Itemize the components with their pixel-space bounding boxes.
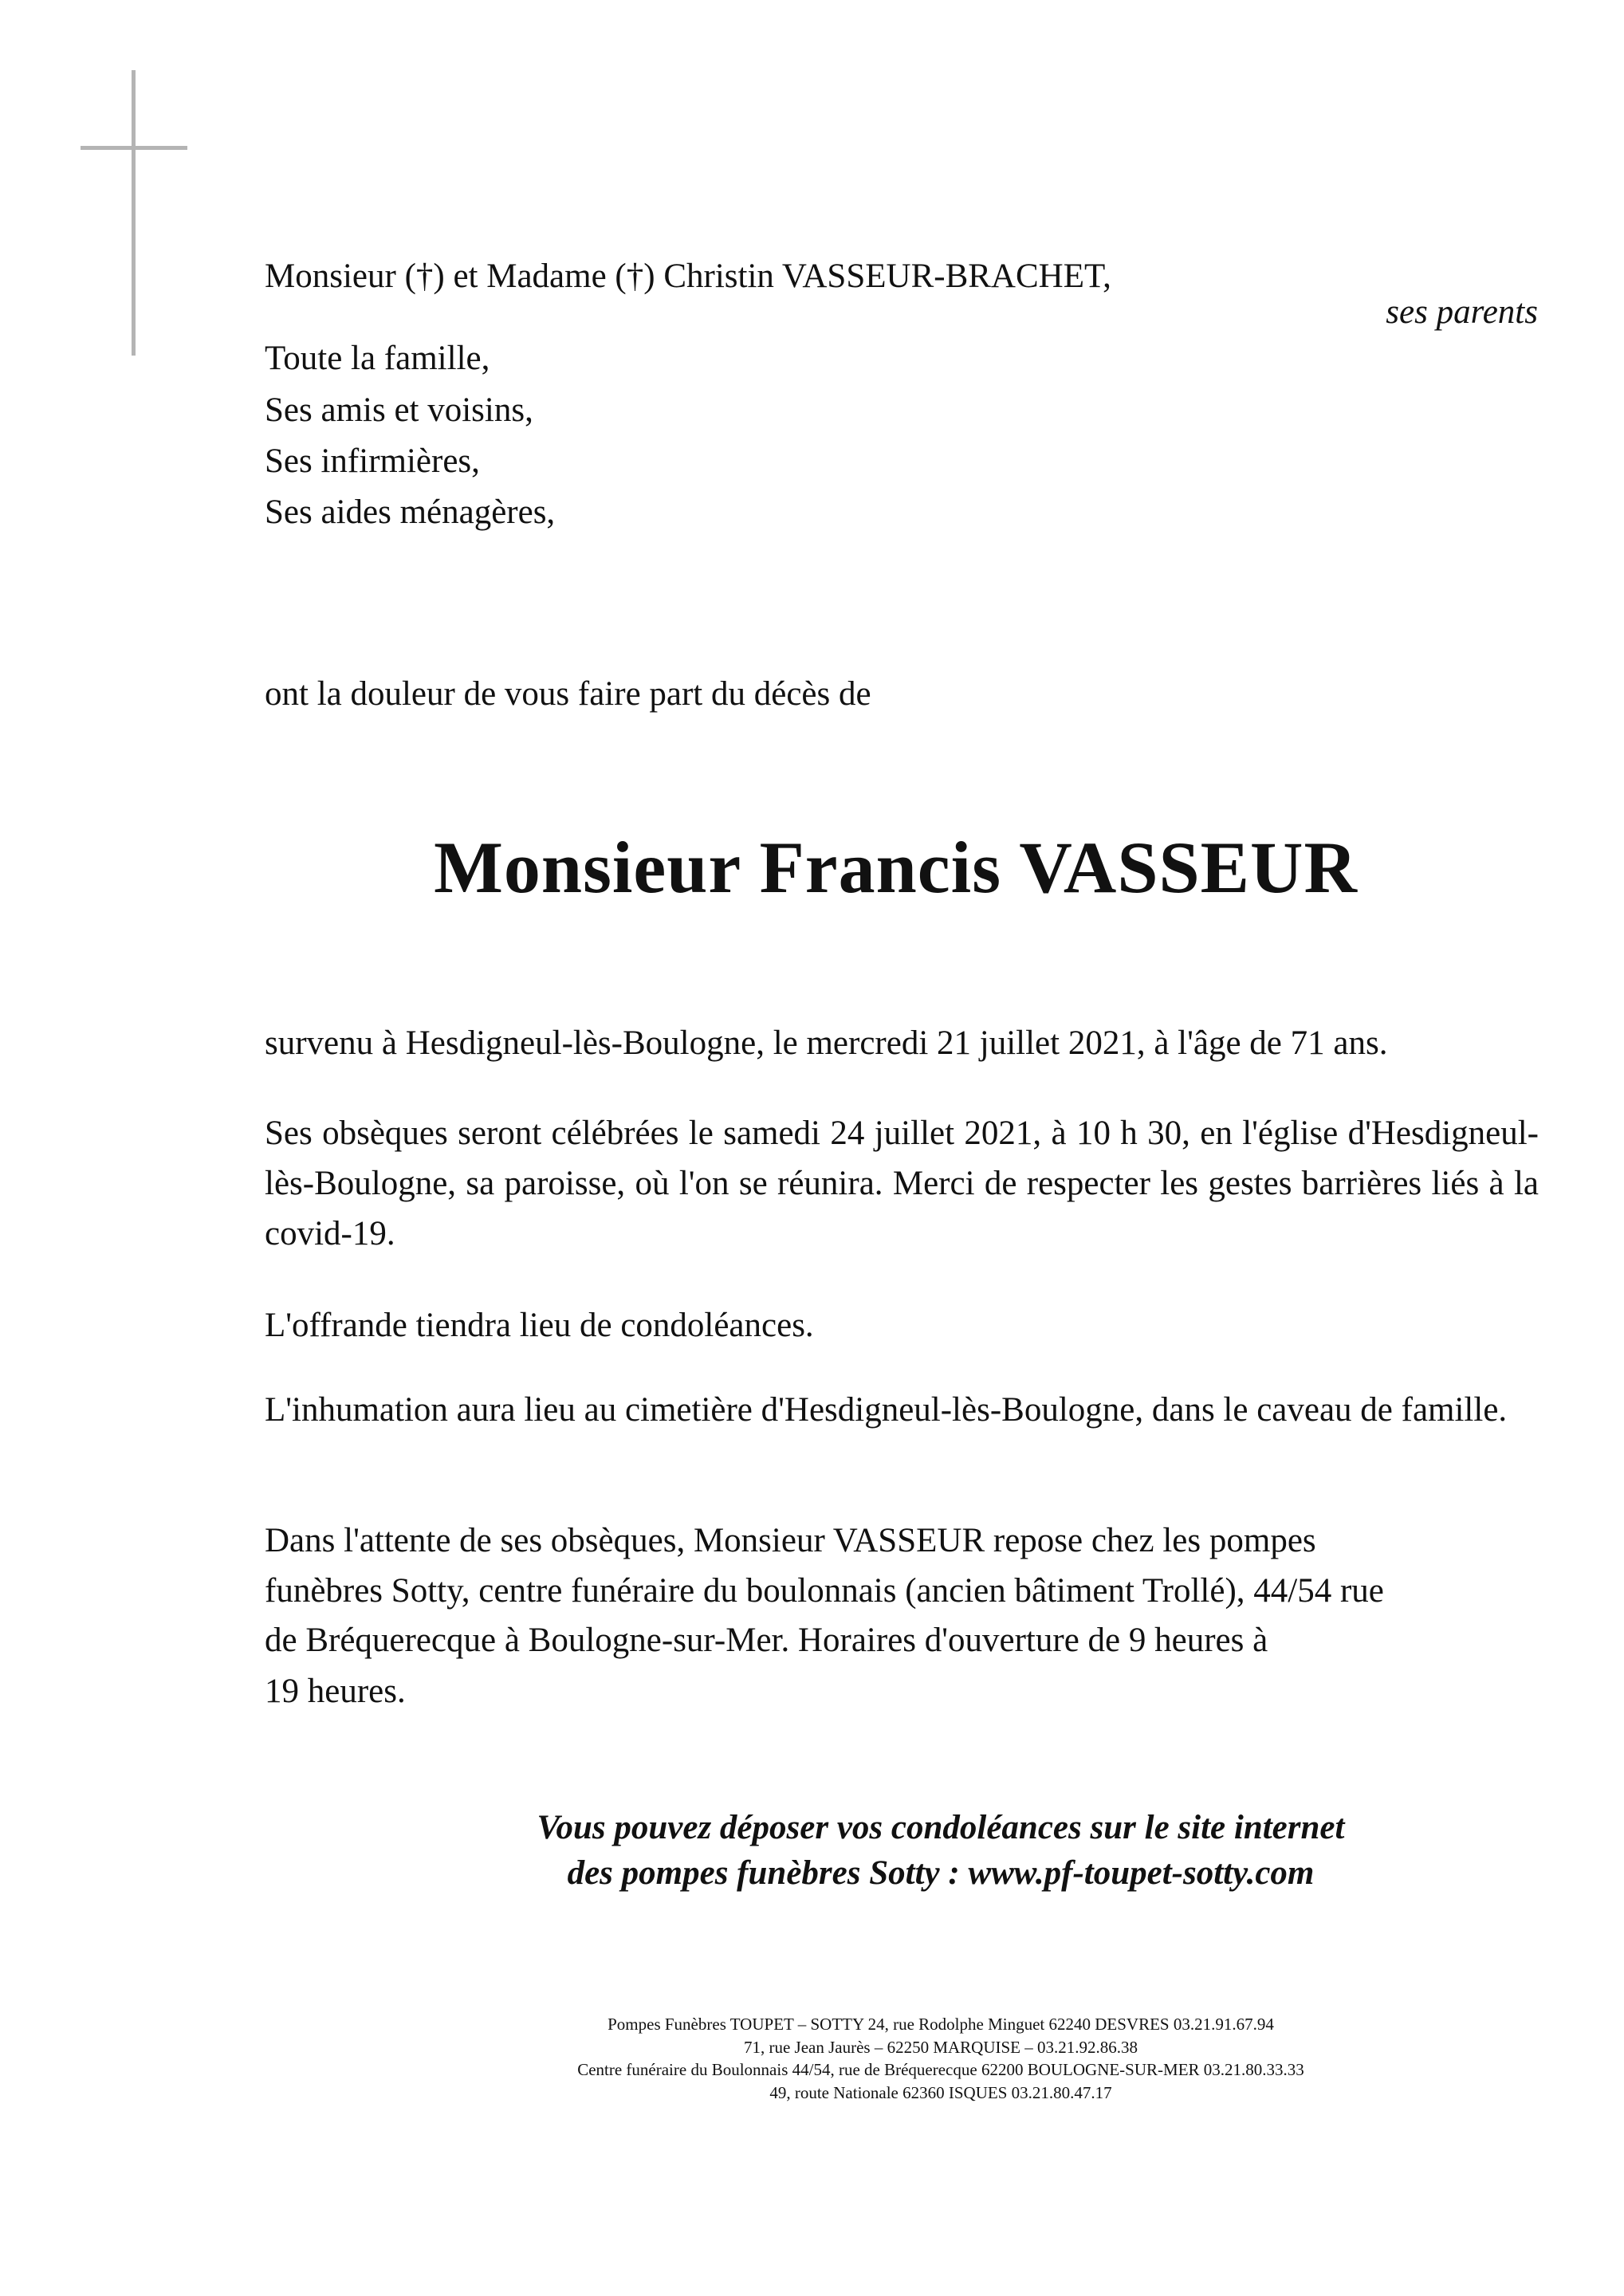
repose-line: de Bréquerecque à Boulogne-sur-Mer. Horaires d'ouverture de 9 heures à bbox=[265, 1622, 1268, 1659]
deceased-name: Monsieur Francis VASSEUR bbox=[434, 827, 1358, 908]
announcement-intro: ont la douleur de vous faire part du décès de bbox=[265, 675, 871, 713]
footer-contacts bbox=[319, 2013, 1563, 2104]
family-line: Ses amis et voisins, bbox=[265, 391, 533, 429]
footer-line: Centre funéraire du Boulonnais 44/54, rue de Bréquerecque 62200 BOULOGNE-SUR-MER 03.21.80.33.33 bbox=[577, 2060, 1304, 2079]
offering-note: L'offrande tiendra lieu de condoléances. bbox=[265, 1307, 814, 1344]
footer-line: Pompes Funèbres TOUPET – SOTTY 24, rue Rodolphe Minguet 62240 DESVRES 03.21.91.67.94 bbox=[608, 2015, 1274, 2034]
repose-line: 19 heures. bbox=[265, 1673, 406, 1710]
death-details: survenu à Hesdigneul-lès-Boulogne, le mercredi 21 juillet 2021, à l'âge de 71 ans. bbox=[265, 1024, 1388, 1062]
family-line: Ses aides ménagères, bbox=[265, 493, 556, 531]
condolences-notice bbox=[319, 1805, 1563, 1896]
family-line: Ses infirmières, bbox=[265, 442, 480, 480]
repose-line: funèbres Sotty, centre funéraire du boulonnais (ancien bâtiment Trollé), 44/54 rue bbox=[265, 1572, 1384, 1610]
parents-line: Monsieur (†) et Madame (†) Christin VASSEUR-BRACHET, bbox=[265, 258, 1111, 295]
cross-horizontal-bar bbox=[81, 146, 187, 150]
footer-line: 49, route Nationale 62360 ISQUES 03.21.80.47.17 bbox=[769, 2082, 1112, 2102]
condolences-line: Vous pouvez déposer vos condoléances sur le site internet bbox=[537, 1809, 1345, 1846]
parents-label: ses parents bbox=[1386, 293, 1538, 331]
funeral-details: Ses obsèques seront célébrées le samedi 24 juillet 2021, à 10 h 30, en l'église d'Hesdigneul-lès-Boulogne, sa paroisse, où l'on se réunira. Merci de respecter les gestes barrières liés à la covid-19. bbox=[265, 1115, 1539, 1252]
family-line: Toute la famille, bbox=[265, 340, 490, 377]
repose-line: Dans l'attente de ses obsèques, Monsieur VASSEUR repose chez les pompes bbox=[265, 1522, 1316, 1559]
condolences-website-link[interactable]: des pompes funèbres Sotty : www.pf-toupet-sotty.com bbox=[567, 1854, 1315, 1892]
footer-line: 71, rue Jean Jaurès – 62250 MARQUISE – 03.21.92.86.38 bbox=[743, 2037, 1138, 2057]
burial-details: L'inhumation aura lieu au cimetière d'Hesdigneul-lès-Boulogne, dans le caveau de famille. bbox=[265, 1391, 1508, 1429]
cross-vertical-bar bbox=[132, 70, 136, 356]
